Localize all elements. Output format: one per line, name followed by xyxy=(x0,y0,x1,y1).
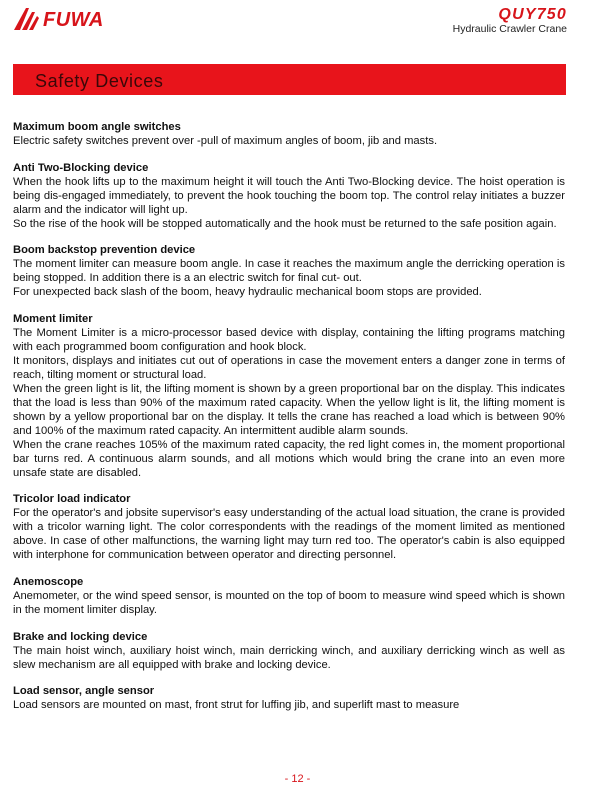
model-subtitle: Hydraulic Crawler Crane xyxy=(452,23,567,35)
section xyxy=(13,630,565,672)
section-paragraph: When the green light is lit, the lifting moment is shown by a green proportional bar on the display. This indicates that the load is less than 90% of the maximum rated capacity. When the yellow light is lit, the lifting moment is shown by a yellow proportional bar on the display. It tells the crane has reached a load which is between 90% and 100% of the maximum rated capacity. An intermittent audible alarm sounds. xyxy=(13,382,565,437)
section-paragraph: Load sensors are mounted on mast, front strut for luffing jib, and superlift mast to measure xyxy=(13,699,460,712)
section xyxy=(13,243,565,299)
section xyxy=(13,312,565,480)
section xyxy=(13,684,565,712)
section xyxy=(13,161,565,231)
section-heading: Boom backstop prevention device xyxy=(13,244,196,257)
section xyxy=(13,492,565,562)
fuwa-emblem-icon xyxy=(12,6,40,32)
section-paragraph: The moment limiter can measure boom angle. In case it reaches the maximum angle the derricking operation is being stopped. In addition there is a an electric switch for final cut- out. xyxy=(13,258,565,285)
model-number: QUY750 xyxy=(498,6,567,23)
fuwa-logo xyxy=(12,6,104,32)
section-paragraph: The Moment Limiter is a micro-processor based device with display, containing the lifting programs matching with each programmed boom configuration and hook block. xyxy=(13,326,565,353)
section-heading: Tricolor load indicator xyxy=(13,493,131,506)
section-paragraph: For the operator's and jobsite supervisor's easy understanding of the actual load situation, the crane is provided with a tricolor warning light. The color correspondents with the readings of the moment limited as mentioned above. In case of other malfunctions, the warning light may turn red too. The operator's cabin is also equipped with interphone for communication between operator and directing personnel. xyxy=(13,507,565,562)
section xyxy=(13,575,565,617)
page-header xyxy=(0,0,595,50)
section-paragraph: The main hoist winch, auxiliary hoist winch, main derricking winch, and auxiliary derricking winch as well as slew mechanism are all equipped with brake and locking device. xyxy=(13,644,565,671)
section-heading: Moment limiter xyxy=(13,312,93,325)
brand-name: FUWA xyxy=(43,8,104,31)
section-paragraph: So the rise of the hook will be stopped automatically and the hook must be returned to the safe position again. xyxy=(13,217,557,230)
document-body xyxy=(13,120,565,725)
section-paragraph: Electric safety switches prevent over -pull of maximum angles of boom, jib and masts. xyxy=(13,135,438,147)
section-paragraph: For unexpected back slash of the boom, heavy hydraulic mechanical boom stops are provided. xyxy=(13,286,482,299)
section-paragraph: When the crane reaches 105% of the maximum rated capacity, the red light comes in, the moment proportional bar turns red. A continuous alarm sounds, and all motions which would bring the crane into an even more unsafe state are disabled. xyxy=(13,438,565,479)
section-heading: Load sensor, angle sensor xyxy=(13,685,155,698)
section-paragraph: Anemometer, or the wind speed sensor, is mounted on the top of boom to measure wind speed which is shown in the moment limiter display. xyxy=(13,589,565,616)
page-title: Safety Devices xyxy=(35,71,164,91)
page-number: - 12 - xyxy=(284,773,311,785)
section-heading: Anemoscope xyxy=(13,575,84,588)
section-paragraph: It monitors, displays and initiates cut out of operations in case the movement enters a danger zone in terms of reach, tilting moment or structural load. xyxy=(13,354,565,381)
section-paragraph: When the hook lifts up to the maximum height it will touch the Anti Two-Blocking device. The hoist operation is being dis-engaged immediately, to prevent the hook touching the boom top. The control relay initiates a buzzer alarm and the indicator will light up. xyxy=(13,175,565,216)
section-banner xyxy=(13,64,566,95)
section xyxy=(13,120,565,148)
section-heading: Brake and locking device xyxy=(13,630,148,643)
section-heading: Anti Two-Blocking device xyxy=(13,161,149,174)
section-heading: Maximum boom angle switches xyxy=(13,121,181,133)
